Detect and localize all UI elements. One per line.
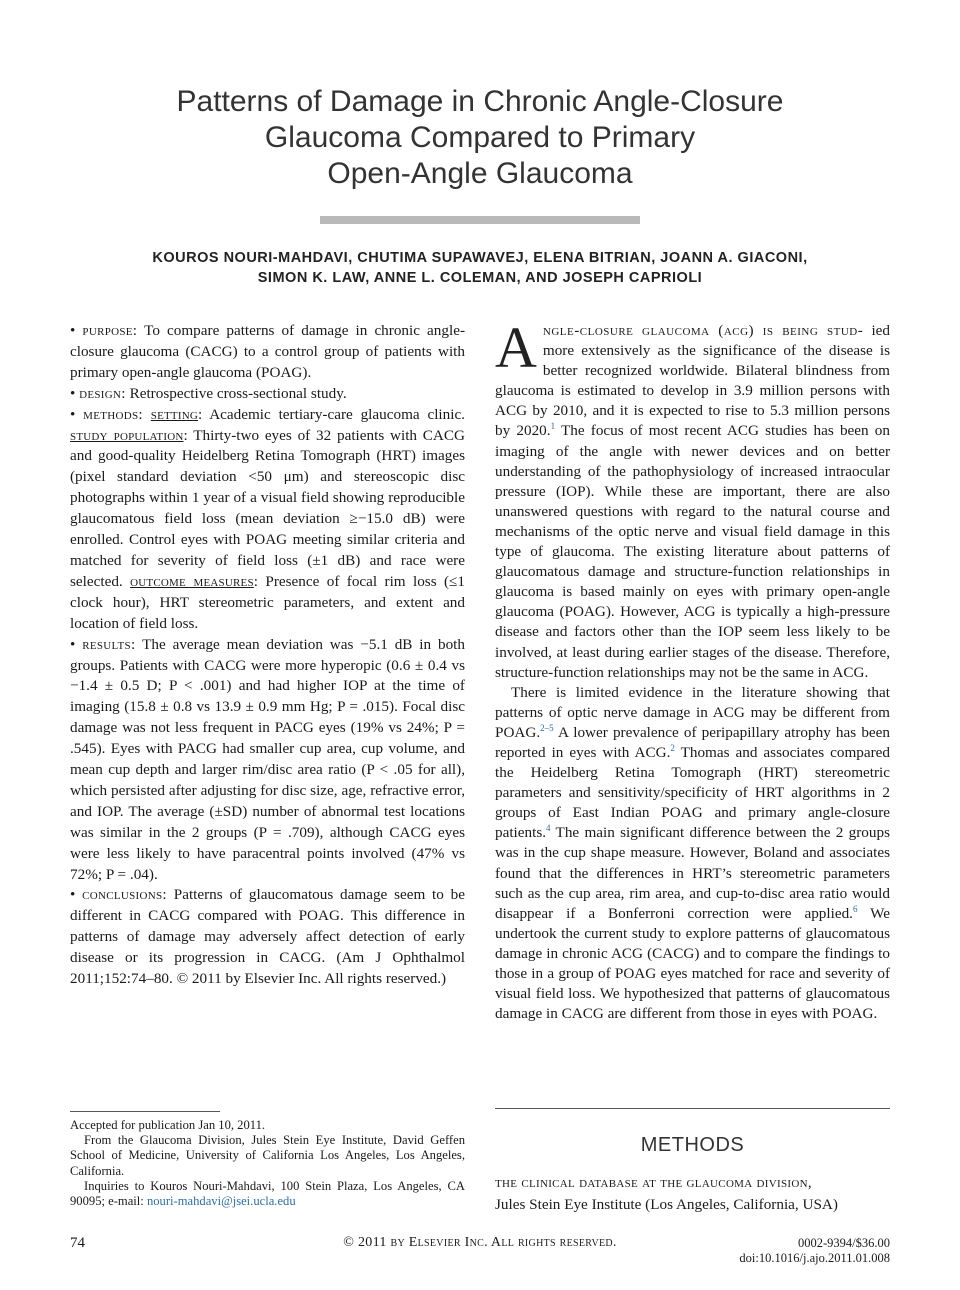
- footnote-affiliation: From the Glaucoma Division, Jules Stein Eye Institute, David Geffen School of Medicine, University of California Los Angeles, Los Angeles, California.: [70, 1133, 465, 1178]
- citation-link[interactable]: 2–5: [540, 722, 554, 733]
- footnotes: [70, 1118, 465, 1209]
- author-list: [60, 248, 900, 288]
- outcome-text: Presence of focal rim loss (≤1 clock hour), HRT stereometric parameters, and extent and location of field loss.: [70, 572, 465, 632]
- citation-link[interactable]: 2: [670, 742, 675, 753]
- methods-heading: METHODS: [640, 1134, 745, 1156]
- conclusions-label: conclusions:: [82, 886, 167, 904]
- abstract-design: • design: Retrospective cross-sectional study.: [70, 384, 347, 402]
- drop-cap: A: [495, 315, 537, 380]
- methods-label: methods:: [83, 405, 143, 423]
- setting-label: setting: [150, 405, 198, 423]
- design-label: design:: [79, 384, 126, 402]
- population-label: study population: [70, 426, 184, 444]
- body-p2-a: There is limited evidence in the literature showing that patterns of optic nerve damage in ACG may be different from POAG.: [495, 683, 890, 741]
- methods-intro: [495, 1172, 890, 1215]
- design-text: Retrospective cross-sectional study.: [129, 384, 347, 402]
- methods-text: Jules Stein Eye Institute (Los Angeles, California, USA): [495, 1196, 838, 1213]
- abstract-purpose: • purpose: To compare patterns of damage in chronic angle-closure glaucoma (CACG) to a control group of patients with primary open-angle glaucoma (POAG).: [70, 322, 466, 381]
- title-divider: [320, 216, 640, 224]
- footnote-inquiries: [70, 1179, 465, 1209]
- author-line-2: SIMON K. LAW, ANNE L. COLEMAN, AND JOSEPH CAPRIOLI: [257, 270, 703, 286]
- author-line-1: KOUROS NOURI-MAHDAVI, CHUTIMA SUPAWAVEJ, ELENA BITRIAN, JOANN A. GIACONI,: [152, 250, 808, 266]
- body-p2-c: Thomas and associates compared the Heidelberg Retina Tomograph (HRT) stereometric parameters and sensitivity/specificity of HRT algorithms in 2 groups of East Indian POAG and primary angle-closure patients.: [495, 743, 890, 842]
- abstract-conclusions: • conclusions: Patterns of glaucomatous damage seem to be different in CACG compared with POAG. This difference in patterns of damage may adversely affect detection of early disease or its progression in CACG. (Am J Ophthalmol 2011;152:74–80. © 2011 by Elsevier Inc. All rights reserved.): [70, 886, 465, 988]
- body-paragraph-2: [495, 683, 890, 1025]
- lead-smallcaps: ngle-closure glaucoma (acg) is being stud-: [542, 322, 864, 339]
- body-p2-b: A lower prevalence of peripapillary atrophy has been reported in eyes with ACG.: [495, 723, 890, 761]
- article-title: [100, 84, 860, 192]
- setting-text: Academic tertiary-care glaucoma clinic.: [209, 405, 465, 423]
- abstract-results: • results: The average mean deviation was −5.1 dB in both groups. Patients with CACG were more hyperopic (0.6 ± 0.4 vs −1.4 ± 0.5 D; P < .001) and had higher IOP at the time of imaging (15.8 ± 0.8 vs 13.9 ± 0.9 mm Hg; P = .015). Focal disc damage was not less frequent in PACG eyes (19% vs 24%; P = .545). Eyes with PACG had smaller cup area, cup volume, and mean cup depth and larger rim/disc area ratio (P < .05 for all), which persisted after adjusting for disc size, age, refractive error, and IOP. The average (±SD) number of abnormal test locations was similar in the 2 groups (P = .709), although CACG eyes were less likely to have paracentral points involved (47% vs 72%; P = .04).: [70, 635, 465, 883]
- inquiries-text: Inquiries to Kouros Nouri-Mahdavi, 100 Stein Plaza, Los Angeles, CA 90095; e-mail:: [70, 1178, 465, 1209]
- section-divider: [495, 1108, 890, 1109]
- citation-link[interactable]: 1: [550, 421, 556, 432]
- purpose-text: To compare patterns of damage in chronic angle-closure glaucoma (CACG) to a control group of patients with primary open-angle glaucoma (POAG).: [70, 322, 466, 381]
- footnote-accepted: Accepted for publication Jan 10, 2011.: [70, 1118, 266, 1132]
- title-line-1: Patterns of Damage in Chronic Angle-Closure: [176, 85, 784, 118]
- abstract-methods: • methods: setting: Academic tertiary-care glaucoma clinic. study population: Thirty-two eyes of 32 patients with CACG and good-quality Heidelberg Retina Tomograph (HRT) images (pixel standard deviation <50 μm) and stereoscopic disc photographs within 1 year of a visual field showing reproducible glaucomatous field loss (mean deviation ≥−15.0 dB) were enrolled. Control eyes with POAG meeting similar criteria and matched for severity of field loss (±1 dB) and race were selected. outcome measures: Presence of focal rim loss (≤1 clock hour), HRT stereometric parameters, and extent and location of field loss.: [70, 405, 465, 632]
- body-p2-e: We undertook the current study to explore patterns of glaucomatous damage in chronic ACG (CACG) and to compare the findings to those in a group of POAG eyes matched for race and severity of visual field loss. We hypothesized that patterns of glaucomatous damage in CACG are different from those in eyes with POAG.: [495, 904, 890, 1023]
- footnote-divider: [70, 1111, 220, 1112]
- issn: 0002-9394/$36.00: [797, 1236, 890, 1250]
- population-text: Thirty-two eyes of 32 patients with CACG and good-quality Heidelberg Retina Tomograph (HRT) images (pixel standard deviation <50 μm) and stereoscopic disc photographs within 1 year of a visual field showing reproducible glaucomatous field loss (mean deviation ≥−15.0 dB) were enrolled. Control eyes with POAG meeting similar criteria and matched for severity of field loss (±1 dB) and race were selected.: [70, 426, 465, 590]
- body-p1-cont: The focus of most recent ACG studies has been on imaging of the angle with newer devices and on better understanding of the pathophysiology of increased intraocular pressure (IOP). While these are important, there are also unanswered questions with regard to the natural course and mechanisms of the optic nerve and visual field damage in this type of glaucoma. The existing literature about patterns of glaucomatous damage and structure-function relationships in glaucoma is based mainly on eyes with primary open-angle glaucoma (POAG). However, ACG is typically a high-pressure disease and factors other than the IOP seem less likely to be involved, at least during earlier stages of the disease. Therefore, structure-function relationships may not be the same in ACG.: [495, 422, 890, 681]
- results-text: The average mean deviation was −5.1 dB in both groups. Patients with CACG were more hyperopic (0.6 ± 0.4 vs −1.4 ± 0.5 D; P < .001) and had higher IOP at the time of imaging (15.8 ± 0.8 vs 13.9 ± 0.9 mm Hg; P = .015). Focal disc damage was not less frequent in PACG eyes (19% vs 24%; P = .545). Eyes with PACG had smaller cup area, cup volume, and mean cup depth and larger rim/disc area ratio (P < .05 for all), which persisted after adjusting for disc size, age, refractive error, and IOP. The average (±SD) number of abnormal test locations was similar in the 2 groups (P = .709), although CACG eyes were less likely to have paracentral points involved (47% vs 72%; P = .04).: [70, 635, 465, 883]
- email-link[interactable]: nouri-mahdavi@jsei.ucla.edu: [146, 1194, 296, 1209]
- methods-lead: the clinical database at the glaucoma division,: [495, 1175, 812, 1191]
- conclusions-text: Patterns of glaucomatous damage seem to be different in CACG compared with POAG. This difference in patterns of damage may adversely affect detection of early disease or its progression in CACG. (Am J Ophthalmol 2011;152:74–80. © 2011 by Elsevier Inc. All rights reserved.): [70, 886, 465, 988]
- citation-link[interactable]: 4: [546, 823, 551, 834]
- page-number: 74: [70, 1235, 85, 1251]
- doi: doi:10.1016/j.ajo.2011.01.008: [739, 1251, 890, 1265]
- title-line-2: Glaucoma Compared to Primary: [264, 121, 696, 154]
- body-paragraph-1: [495, 315, 890, 683]
- journal-identifiers: [640, 1236, 890, 1266]
- abstract: [70, 321, 465, 990]
- body-p1: ied more extensively as the significance of the disease is better recognized worldwide. Bilateral blindness from glaucoma is estimated to develop in 3.9 million persons with ACG by 2010, and it is expected to rise to 5.3 million persons by 2020.: [495, 322, 890, 440]
- outcome-label: outcome measures: [130, 572, 254, 590]
- results-label: results:: [82, 635, 136, 653]
- copyright-notice: © 2011 by Elsevier Inc. All rights reserved.: [343, 1235, 617, 1250]
- body-p2-d: The main significant difference between the 2 groups was in the cup shape measure. However, Boland and associates found that the differences in HRT’s stereometric parameters such as the cup area, rim area, and cup-to-disc area ratio would disappear if a Bonferroni correction were applied.: [495, 824, 890, 922]
- body-text: [495, 315, 890, 1024]
- citation-link[interactable]: 6: [852, 903, 858, 914]
- title-line-3: Open-Angle Glaucoma: [327, 157, 633, 190]
- purpose-label: purpose:: [82, 322, 138, 339]
